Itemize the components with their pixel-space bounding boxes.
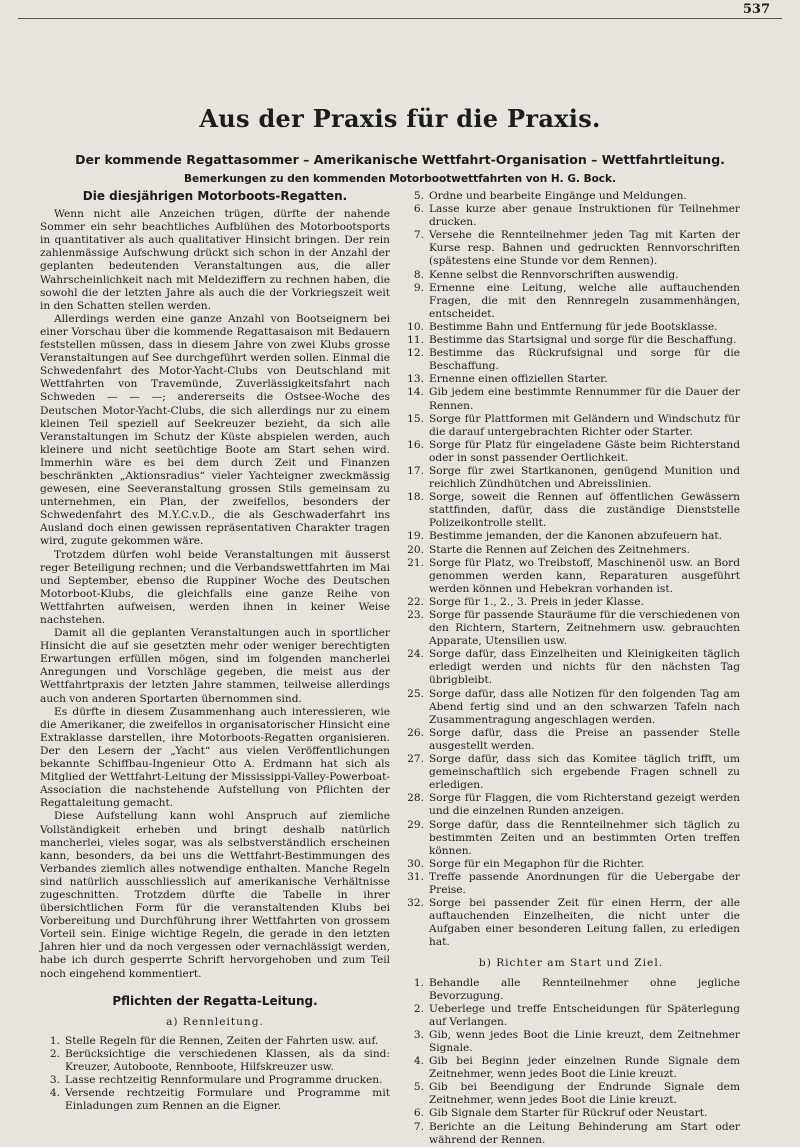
list-item [402, 753, 740, 792]
item-number: 1. [413, 976, 424, 989]
item-text: Gib jedem eine bestimmte Rennummer für die Dauer der Rennen. [429, 386, 740, 412]
paragraph: Wenn nicht alle Anzeichen trügen, dürfte der nahende Sommer ein sehr beachtliches Aufblühen des Motorbootsports in quantitativer als auch qualitativer Hinsicht bringen. Der rein zahlenmässige Aufschwung drückt sich schon in der Anzahl der geplanten bedeutenden Veranstaltungen aus, die aller Wahrscheinlichkeit nach mit Meldeziffern zu rechnen haben, die sowohl die der letzten Jahre als auch die der Vorkriegszeit weit in den Schatten stellen werden. [40, 208, 390, 312]
item-number: 15. [407, 412, 424, 425]
item-text: Berichte an die Leitung Behinderung am Start oder während der Rennen. [429, 1120, 740, 1146]
item-text: Sorge für Platz, wo Treibstoff, Maschinenöl usw. an Bord genommen werden kann, Reparaturen ausgeführt werden können und Hebekran vorhanden ist. [429, 556, 740, 595]
list-item [402, 1081, 740, 1107]
item-text: Sorge dafür, dass die Rennteilnehmer sich täglich zu bestimmten Zeiten und an bestimmten Orten treffen können. [429, 818, 740, 857]
item-number: 20. [407, 543, 424, 556]
paragraph: Trotzdem dürfen wohl beide Veranstaltungen mit äusserst reger Beteiligung rechnen; und die Verbandswettfahrten im Mai und September, ebenso die Ruppiner Woche des Deutschen Motorboot-Klubs, die gleichfalls eine ganze Reihe von Wettfahrten aufweisen, werden ihnen in keiner Weise nachstehen. [40, 548, 390, 626]
list-item [402, 1003, 740, 1029]
list-item [402, 530, 740, 543]
item-number: 5. [413, 1081, 424, 1094]
left-column [40, 190, 390, 1113]
list-item [402, 413, 740, 439]
item-number: 12. [407, 347, 424, 360]
item-text: Sorge für 1., 2., 3. Preis in jeder Klasse. [429, 595, 644, 608]
item-text: Gib bei Beginn jeder einzelnen Runde Signale dem Zeitnehmer, wenn jedes Boot die Linie kreuzt. [429, 1055, 740, 1081]
list-item [402, 871, 740, 897]
item-text: Ernenne einen offiziellen Starter. [429, 373, 608, 386]
list-item [402, 1121, 740, 1147]
list-item [402, 1029, 740, 1055]
paragraph: Diese Aufstellung kann wohl Anspruch auf ziemliche Vollständigkeit erheben und bringt deshalb natürlich mancherlei, vieles sogar, was als selbstverständlich erscheinen kann, besonders, da bei uns die Wettfahrt-Bestimmungen des Verbandes ziemlich alles notwendige enthalten. Manche Regeln sind natürlich ausschliesslich auf amerikanische Verhältnisse zugeschnitten. Trotzdem dürfte die Tabelle in ihrer übersichtlichen Form für die veranstaltenden Klubs bei Vorbereitung und Durchführung ihrer Wettfahrten von grossem Vorteil sein. Einige wichtige Regeln, die gerade in den letzten Jahren hier und da noch vergessen oder vernachlässigt werden, habe ich durch gesperrte Schrift hervorgehoben und zum Teil noch eingehend kommentiert. [40, 810, 390, 980]
item-number: 7. [413, 229, 424, 242]
list-item [40, 1087, 390, 1113]
item-number: 21. [407, 556, 424, 569]
item-number: 2. [413, 1002, 424, 1015]
item-number: 29. [407, 818, 424, 831]
list-item [402, 897, 740, 949]
item-number: 27. [407, 753, 424, 766]
item-number: 19. [407, 530, 424, 543]
item-number: 25. [407, 687, 424, 700]
list-item [402, 321, 740, 334]
list-item [40, 1035, 390, 1048]
list-item [402, 465, 740, 491]
item-number: 31. [407, 870, 424, 883]
item-text: Sorge dafür, dass die Preise an passender Stelle ausgestellt werden. [429, 726, 740, 752]
section-heading-pflichten: Pflichten der Regatta-Leitung. [112, 993, 318, 1008]
list-item [402, 727, 740, 753]
list-item [402, 792, 740, 818]
item-number: 4. [49, 1087, 60, 1100]
item-number: 6. [413, 1107, 424, 1120]
item-text: Stelle Regeln für die Rennen, Zeiten der Fahrten usw. auf. [65, 1034, 379, 1047]
item-text: Sorge für passende Stauräume für die verschiedenen von den Richtern, Startern, Zeitnehmern usw. gebrauchten Apparate, Utensilien usw. [429, 609, 740, 648]
item-text: Gib Signale dem Starter für Rückruf oder Neustart. [429, 1107, 708, 1120]
item-number: 16. [407, 438, 424, 451]
item-number: 4. [413, 1055, 424, 1068]
item-text: Ueberlege und treffe Entscheidungen für Späterlegung auf Verlangen. [429, 1002, 740, 1028]
paragraph: Es dürfte in diesem Zusammenhang auch interessieren, wie die Amerikaner, die zweifellos in organisatorischer Hinsicht eine Extraklasse darstellen, ihre Motorboots-Regatten organisieren. Der den Lesern der „Yacht“ aus vielen Veröffentlichungen bekannte Schiffbau-Ingenieur Otto A. Erdmann hat sich als Mitglied der Wettfahrt-Leitung der Mississippi-Valley-Powerboat-Association die nachstehende Aufstellung von Pflichten der Regattaleitung gemacht. [40, 705, 390, 810]
article-subtitle: Der kommende Regattasommer – Amerikanische Wettfahrt-Organisation – Wettfahrtleitung. [75, 152, 725, 167]
item-number: 9. [413, 281, 424, 294]
item-text: Sorge für Flaggen, die vom Richterstand gezeigt werden und die einzelnen Runden anzeigen. [429, 792, 740, 818]
item-text: Sorge für Platz für eingeladene Gäste beim Richterstand oder in sonst passender Oertlichkeit. [429, 438, 740, 464]
list-item [402, 596, 740, 609]
item-number: 10. [407, 320, 424, 333]
list-item [402, 334, 740, 347]
item-number: 28. [407, 792, 424, 805]
item-number: 30. [407, 857, 424, 870]
item-number: 3. [413, 1028, 424, 1041]
list-item [402, 439, 740, 465]
item-number: 11. [407, 334, 424, 347]
item-text: Ordne und bearbeite Eingänge und Meldungen. [429, 190, 687, 202]
item-text: Bestimme das Rückrufsignal und sorge für die Beschaffung. [429, 347, 740, 373]
item-text: Lasse rechtzeitig Rennformulare und Programme drucken. [65, 1074, 383, 1087]
item-number: 22. [407, 595, 424, 608]
item-text: Berücksichtige die verschiedenen Klassen, als da sind: Kreuzer, Autoboote, Rennboote, Hilfskreuzer usw. [65, 1047, 390, 1073]
item-number: 8. [413, 268, 424, 281]
item-number: 3. [49, 1074, 60, 1087]
item-number: 23. [407, 609, 424, 621]
list-item [402, 282, 740, 321]
item-number: 17. [407, 464, 424, 477]
item-text: Versende rechtzeitig Formulare und Programme mit Einladungen zum Rennen an die Eigner. [65, 1087, 390, 1113]
item-text: Sorge dafür, dass sich das Komitee täglich trifft, um gemeinschaftlich sich ergebende Fragen schnell zu erledigen. [429, 753, 740, 792]
item-text: Bestimme jemanden, der die Kanonen abzufeuern hat. [429, 530, 723, 543]
item-text: Starte die Rennen auf Zeichen des Zeitnehmers. [429, 543, 690, 556]
item-number: 14. [407, 386, 424, 399]
item-number: 5. [413, 190, 424, 202]
list-item [402, 491, 740, 530]
paragraph: Allerdings werden eine ganze Anzahl von Bootseignern bei einer Vorschau über die kommende Regattasaison mit Bedauern feststellen müssen, dass in diesem Jahre von zwei Klubs grosse Veranstaltungen auf See durchgeführt werden sollen. Einmal die Schwedenfahrt des Motor-Yacht-Clubs von Deutschland mit Wettfahrten von Travemünde, Zuverlässigkeitsfahrt nach Schweden — — —; andererseits die Ostsee-Woche des Deutschen Motor-Yacht-Clubs, die sich allerdings nur zu einem kleinen Teil speziell auf Seekreuzer bezieht, da sich alle Veranstaltungen im Schutz der Küste abspielen werden, auch kleinere und nicht seetüchtige Boote am Start sehen wird. Immerhin wäre es bei dem durch Zeit und Finanzen beschränkten „Aktionsradius“ vieler Yachteigner zweckmässig gewesen, eine Seeveranstaltung grossen Stils gemeinsam zu unternehmen, ein Plan, der zweifellos, besonders der Schwedenfahrt des M.Y.C.v.D., die als Geschwaderfahrt ins Ausland doch einen gewissen repräsentativen Charakter tragen wird, zugute gekommen wäre. [40, 312, 390, 548]
paragraph: Damit all die geplanten Veranstaltungen auch in sportlicher Hinsicht die auf sie gesetzten mehr oder weniger berechtigten Erwartungen erfüllen mögen, sind im folgenden mancherlei Anregungen und Vorschläge gegeben, die meist aus der Wettfahrtpraxis der letzten Jahre stammen, teilweise allerdings auch von anderen Sportarten übernommen sind. [40, 627, 390, 705]
article-byline: Bemerkungen zu den kommenden Motorbootwettfahrten von H. G. Bock. [183, 173, 616, 185]
list-item [402, 819, 740, 858]
item-number: 13. [407, 373, 424, 386]
item-text: Sorge für ein Megaphon für die Richter. [429, 857, 645, 870]
item-text: Versehe die Rennteilnehmer jeden Tag mit Karten der Kurse resp. Bahnen und gedruckten Rennvorschriften (spätestens eine Stunde vor dem Rennen). [429, 229, 740, 268]
list-item [402, 544, 740, 557]
list-item [402, 347, 740, 373]
item-text: Behandle alle Rennteilnehmer ohne jegliche Bevorzugung. [429, 976, 740, 1002]
list-item [402, 373, 740, 386]
item-text: Sorge dafür, dass Einzelheiten und Kleinigkeiten täglich erledigt werden und nichts für den nächsten Tag übrigbleibt. [429, 648, 740, 687]
list-item [402, 269, 740, 282]
item-text: Treffe passende Anordnungen für die Uebergabe der Preise. [429, 870, 740, 896]
item-text: Sorge bei passender Zeit für einen Herrn, der alle auftauchenden Einzelheiten, die nicht unter die Aufgaben einer besonderen Leitung fallen, zu erledigen hat. [429, 897, 740, 949]
list-item [402, 1107, 740, 1120]
item-text: Gib, wenn jedes Boot die Linie kreuzt, dem Zeitnehmer Signale. [429, 1028, 740, 1054]
item-number: 2. [49, 1047, 60, 1060]
top-rule [18, 18, 782, 19]
list-item [402, 203, 740, 229]
item-text: Sorge für zwei Startkanonen, genügend Munition und reichlich Zündhütchen und Abreisslinien. [429, 464, 740, 491]
item-number: 7. [413, 1120, 424, 1133]
section-heading-regatten: Die diesjährigen Motorboots-Regatten. [82, 189, 348, 203]
list-item [402, 648, 740, 687]
right-column [402, 190, 740, 1147]
item-number: 18. [407, 491, 424, 504]
item-text: Lasse kurze aber genaue Instruktionen für Teilnehmer drucken. [429, 203, 740, 229]
list-item [402, 557, 740, 596]
article-title: Aus der Praxis für die Praxis. [199, 104, 601, 133]
list-item [402, 386, 740, 412]
item-number: 32. [407, 897, 424, 910]
page-number: 537 [742, 2, 770, 17]
list-item [402, 1055, 740, 1081]
list-item [402, 858, 740, 871]
item-text: Bestimme Bahn und Entfernung für jede Bootsklasse. [429, 320, 718, 333]
list-item [40, 1048, 390, 1074]
list-item [402, 609, 740, 648]
item-text: Bestimme das Startsignal und sorge für die Beschaffung. [429, 334, 737, 347]
item-number: 6. [413, 203, 424, 216]
list-item [402, 688, 740, 727]
subheading-richter: b) Richter am Start und Ziel. [478, 957, 664, 970]
list-item [402, 977, 740, 1003]
item-text: Kenne selbst die Rennvorschriften auswendig. [429, 268, 679, 281]
list-item [402, 229, 740, 268]
item-text: Sorge, soweit die Rennen auf öffentlichen Gewässern stattfinden, dafür, dass die zuständige Dienststelle Polizeikontrolle stellt. [429, 491, 740, 530]
subheading-rennleitung: a) Rennleitung. [166, 1015, 264, 1028]
list-item [40, 1074, 390, 1087]
item-number: 24. [407, 648, 424, 661]
item-number: 1. [49, 1034, 60, 1047]
item-text: Ernenne eine Leitung, welche alle auftauchenden Fragen, die mit den Rennregeln zusammenhängen, entscheidet. [429, 281, 740, 320]
item-text: Sorge für Plattformen mit Geländern und Windschutz für die darauf untergebrachten Richter oder Starter. [429, 412, 740, 438]
item-text: Gib bei Beendigung der Endrunde Signale dem Zeitnehmer, wenn jedes Boot die Linie kreuzt. [429, 1081, 740, 1107]
item-text: Sorge dafür, dass alle Notizen für den folgenden Tag am Abend fertig sind und an den schwarzen Tafeln nach Zusammentragung angeschlagen werden. [429, 687, 740, 726]
item-number: 26. [407, 726, 424, 739]
list-item [402, 190, 740, 203]
